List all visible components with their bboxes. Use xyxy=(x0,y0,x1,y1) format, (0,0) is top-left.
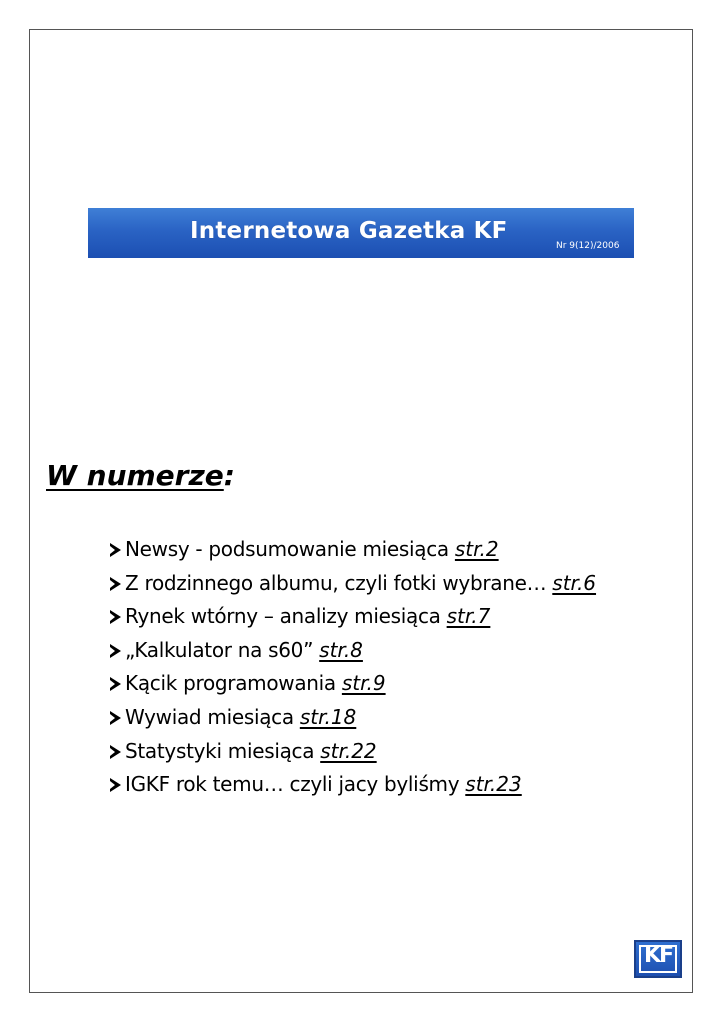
section-heading-text: W numerze xyxy=(46,459,224,492)
toc-item xyxy=(110,634,596,668)
toc-item-title: Kącik programowania xyxy=(125,671,336,696)
toc-item-title: Statystyki miesiąca xyxy=(125,738,315,763)
page-border xyxy=(29,29,693,993)
kf-logo xyxy=(634,940,682,978)
arrow-bullet-icon xyxy=(110,745,121,759)
arrow-bullet-icon xyxy=(110,677,121,691)
banner-title: Internetowa Gazetka KF xyxy=(190,218,508,244)
toc-item-page-link[interactable]: str.8 xyxy=(319,637,363,662)
arrow-bullet-icon xyxy=(110,610,121,624)
toc-item-title: Newsy - podsumowanie miesiąca xyxy=(125,537,449,561)
toc-item xyxy=(110,600,596,634)
section-heading-colon: : xyxy=(223,459,235,492)
toc-item-title: IGKF rok temu… czyli jacy byliśmy xyxy=(125,772,460,797)
toc-item xyxy=(110,533,596,567)
arrow-bullet-icon xyxy=(110,711,121,725)
toc-item-page-link[interactable]: str.2 xyxy=(454,537,499,561)
section-heading xyxy=(46,459,235,492)
toc-item-page-link[interactable]: str.22 xyxy=(320,738,377,763)
table-of-contents xyxy=(110,533,596,802)
arrow-bullet-icon xyxy=(110,644,121,658)
toc-item-page-link[interactable]: str.18 xyxy=(299,704,357,729)
toc-item-page-link[interactable]: str.9 xyxy=(341,671,386,696)
toc-item xyxy=(110,667,596,701)
toc-item xyxy=(110,567,596,601)
toc-item-title: Wywiad miesiąca xyxy=(125,704,294,729)
arrow-bullet-icon xyxy=(110,543,121,557)
toc-item xyxy=(110,701,596,735)
toc-item-title: Z rodzinnego albumu, czyli fotki wybrane… xyxy=(125,570,547,595)
kf-logo-text: KF xyxy=(643,943,673,968)
toc-item-title: Rynek wtórny – analizy miesiąca xyxy=(125,604,441,629)
toc-item xyxy=(110,735,596,769)
issue-number: Nr 9(12)/2006 xyxy=(556,241,620,251)
arrow-bullet-icon xyxy=(110,778,121,792)
toc-item xyxy=(110,768,596,802)
toc-item-page-link[interactable]: str.7 xyxy=(446,604,491,629)
toc-item-page-link[interactable]: str.23 xyxy=(465,772,522,797)
header-banner xyxy=(88,208,634,258)
arrow-bullet-icon xyxy=(110,577,121,591)
toc-item-page-link[interactable]: str.6 xyxy=(552,570,597,595)
toc-item-title: „Kalkulator na s60” xyxy=(125,637,314,662)
